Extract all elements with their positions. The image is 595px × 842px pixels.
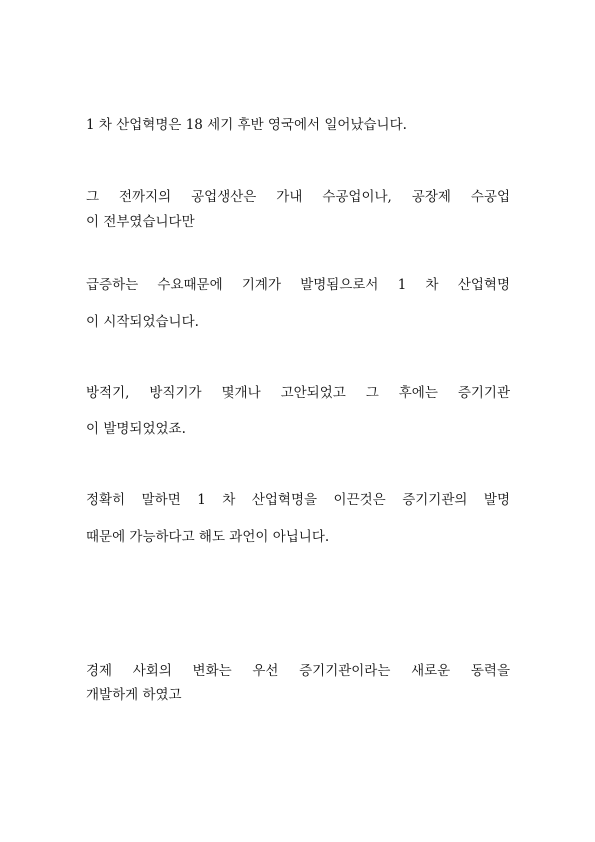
paragraph-4-line-1: 방적기, 방직기가 몇개나 고안되었고 그 후에는 증기기관 — [86, 385, 510, 401]
paragraph-3-line-1: 급증하는 수요때문에 기계가 발명됨으로서 1 차 산업혁명 — [86, 277, 510, 293]
paragraph-5-line-2: 때문에 가능하다고 해도 과언이 아닙니다. — [86, 529, 330, 545]
paragraph-6-line-1: 경제 사회의 변화는 우선 증기기관이라는 새로운 동력을 — [86, 663, 510, 679]
paragraph-1-line-1: 1 차 산업혁명은 18 세기 후반 영국에서 일어났습니다. — [86, 117, 407, 133]
paragraph-2-line-2: 이 전부였습니다만 — [86, 214, 195, 230]
paragraph-5-line-1: 정확히 말하면 1 차 산업혁명을 이끈것은 증기기관의 발명 — [86, 492, 510, 508]
paragraph-3-line-2: 이 시작되었습니다. — [86, 314, 199, 330]
paragraph-4-line-2: 이 발명되었었죠. — [86, 421, 186, 437]
paragraph-2-line-1: 그 전까지의 공업생산은 가내 수공업이나, 공장제 수공업 — [86, 189, 510, 205]
paragraph-6-line-2: 개발하게 하였고 — [86, 687, 182, 703]
